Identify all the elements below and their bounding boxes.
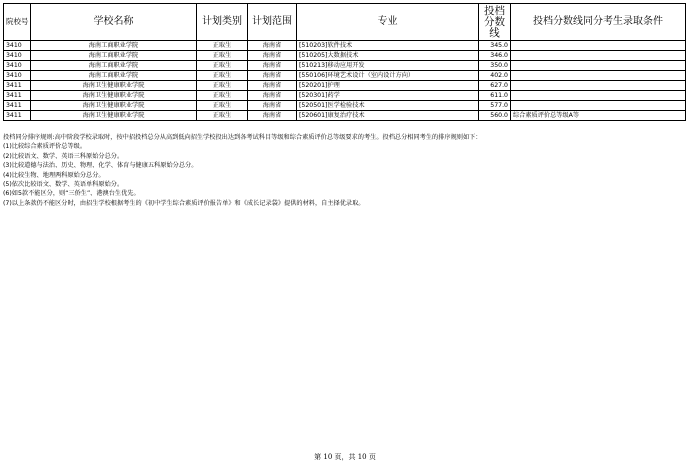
cell-major: [520501]医学检验技术 bbox=[297, 101, 479, 111]
cell-plan-type: 正取生 bbox=[197, 51, 248, 61]
rule-item: (6)如5款不能区分，则“三侨生”、港澳台生优先。 bbox=[3, 190, 140, 198]
cell-major: [550106]环境艺术设计（室内设计方向） bbox=[297, 71, 479, 81]
tie-break-rules bbox=[3, 133, 683, 208]
cell-plan-scope: 海南省 bbox=[248, 111, 297, 121]
cell-major: [510205]大数据技术 bbox=[297, 51, 479, 61]
cell-plan-type: 正取生 bbox=[197, 81, 248, 91]
cell-plan-type: 正取生 bbox=[197, 91, 248, 101]
cell-condition bbox=[511, 61, 686, 71]
rule-item: (1)比较综合素质评价总等级。 bbox=[3, 143, 87, 151]
cell-school-code: 3410 bbox=[4, 71, 31, 81]
cell-plan-scope: 海南省 bbox=[248, 71, 297, 81]
cell-major: [520201]护理 bbox=[297, 81, 479, 91]
cell-score: 577.0 bbox=[479, 101, 511, 111]
cell-condition bbox=[511, 41, 686, 51]
cell-school-code: 3410 bbox=[4, 51, 31, 61]
cell-plan-type: 正取生 bbox=[197, 71, 248, 81]
header-major: 专业 bbox=[297, 4, 479, 41]
cell-school-name: 海南卫生健康职业学院 bbox=[31, 111, 197, 121]
table-header-row bbox=[4, 4, 686, 41]
rules-intro: 投档同分排序规则:高中阶段学校录取时，按中招投档总分从高到低向招生学校投出达到各考试科目等级和综合素质评价总等级要求的考生。投档总分相同考生的排序规则如下： bbox=[3, 134, 482, 141]
cell-condition bbox=[511, 91, 686, 101]
cell-plan-scope: 海南省 bbox=[248, 51, 297, 61]
cell-major: [520301]药学 bbox=[297, 91, 479, 101]
cell-school-name: 海南工商职业学院 bbox=[31, 41, 197, 51]
table-row bbox=[4, 101, 686, 111]
cell-score: 350.0 bbox=[479, 61, 511, 71]
admission-table bbox=[3, 3, 686, 121]
cell-plan-scope: 海南省 bbox=[248, 81, 297, 91]
header-school-name: 学校名称 bbox=[31, 4, 197, 41]
cell-school-code: 3411 bbox=[4, 111, 31, 121]
cell-school-code: 3410 bbox=[4, 41, 31, 51]
table-row bbox=[4, 111, 686, 121]
rule-item: (3)比较道德与法治、历史、物理、化学、体育与健康五科原始分总分。 bbox=[3, 162, 198, 170]
header-tie-rule: 投档分数线同分考生录取条件 bbox=[511, 4, 686, 41]
rule-item: (7)以上条款仍不能区分时，由招生学校根据考生的《初中学生综合素质评价报告单》和《成长记录袋》提供的材料，自主择优录取。 bbox=[3, 199, 365, 207]
header-plan-type: 计划类别 bbox=[197, 4, 248, 41]
cell-major: [520601]康复治疗技术 bbox=[297, 111, 479, 121]
table-row bbox=[4, 51, 686, 61]
cell-school-name: 海南卫生健康职业学院 bbox=[31, 101, 197, 111]
cell-plan-type: 正取生 bbox=[197, 111, 248, 121]
cell-school-code: 3411 bbox=[4, 91, 31, 101]
cell-school-name: 海南卫生健康职业学院 bbox=[31, 81, 197, 91]
rule-item: (2)比较语文、数学、英语三科原始分总分。 bbox=[3, 152, 124, 160]
cell-school-code: 3410 bbox=[4, 61, 31, 71]
header-score: 投档分数线 bbox=[479, 4, 511, 41]
cell-condition: 综合素质评价总等级A等 bbox=[511, 111, 686, 121]
cell-score: 402.0 bbox=[479, 71, 511, 81]
cell-condition bbox=[511, 101, 686, 111]
table-row bbox=[4, 61, 686, 71]
cell-score: 611.0 bbox=[479, 91, 511, 101]
cell-condition bbox=[511, 71, 686, 81]
cell-major: [510213]移动应用开发 bbox=[297, 61, 479, 71]
cell-school-name: 海南卫生健康职业学院 bbox=[31, 91, 197, 101]
cell-score: 345.0 bbox=[479, 41, 511, 51]
page-footer: 第 10 页，共 10 页 bbox=[314, 453, 376, 461]
table-row bbox=[4, 81, 686, 91]
cell-school-name: 海南工商职业学院 bbox=[31, 51, 197, 61]
rule-item: (4)比较生物、地理两科原始分总分。 bbox=[3, 171, 105, 179]
header-school-code: 院校号 bbox=[4, 4, 31, 41]
cell-condition bbox=[511, 81, 686, 91]
rule-item: (5)依次比较语文、数学、英语单科原始分。 bbox=[3, 181, 124, 189]
cell-score: 627.0 bbox=[479, 81, 511, 91]
cell-plan-scope: 海南省 bbox=[248, 61, 297, 71]
header-plan-scope: 计划范围 bbox=[248, 4, 297, 41]
cell-plan-scope: 海南省 bbox=[248, 41, 297, 51]
cell-school-name: 海南工商职业学院 bbox=[31, 71, 197, 81]
cell-major: [510203]软件技术 bbox=[297, 41, 479, 51]
table-row bbox=[4, 41, 686, 51]
table-row bbox=[4, 71, 686, 81]
cell-school-code: 3411 bbox=[4, 101, 31, 111]
cell-plan-type: 正取生 bbox=[197, 101, 248, 111]
cell-plan-type: 正取生 bbox=[197, 41, 248, 51]
cell-school-name: 海南工商职业学院 bbox=[31, 61, 197, 71]
cell-plan-type: 正取生 bbox=[197, 61, 248, 71]
cell-condition bbox=[511, 51, 686, 61]
cell-plan-scope: 海南省 bbox=[248, 101, 297, 111]
table-row bbox=[4, 91, 686, 101]
cell-score: 560.0 bbox=[479, 111, 511, 121]
cell-school-code: 3411 bbox=[4, 81, 31, 91]
cell-plan-scope: 海南省 bbox=[248, 91, 297, 101]
cell-score: 346.0 bbox=[479, 51, 511, 61]
